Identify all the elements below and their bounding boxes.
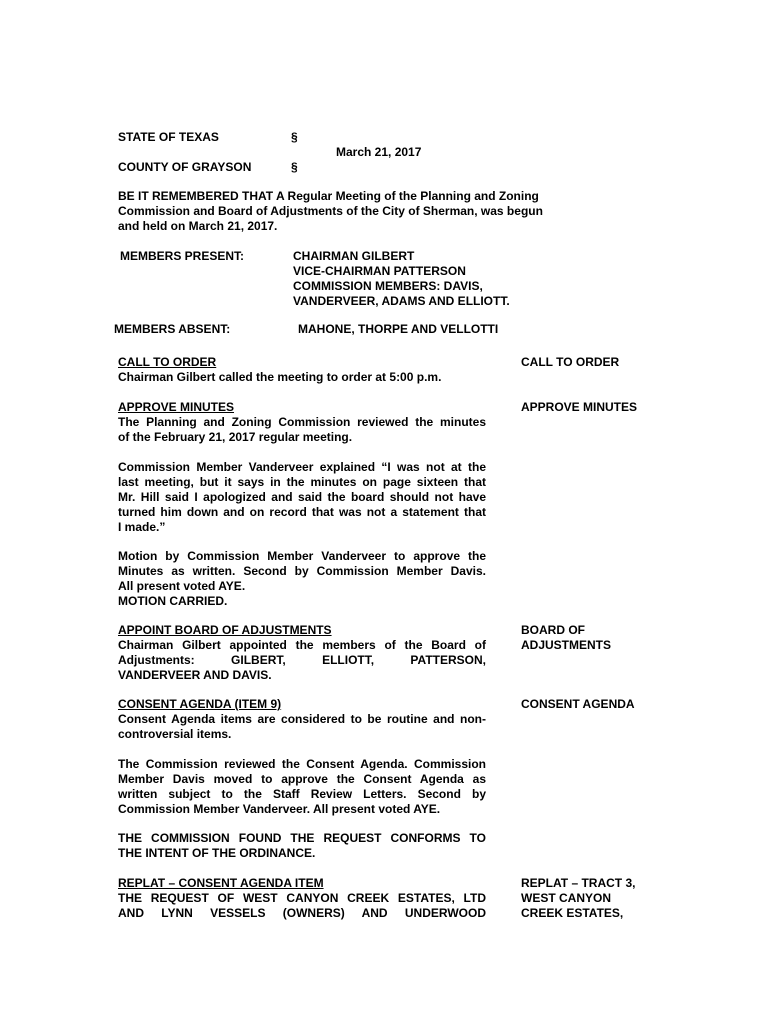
text-line: controversial items. [118, 727, 232, 741]
consent-agenda-heading: CONSENT AGENDA (ITEM 9) [118, 697, 282, 711]
text-line: Member Davis moved to approve the Consent Agenda as [118, 772, 486, 786]
text-line: and held on March 21, 2017. [118, 219, 278, 233]
section-mark: § [291, 160, 298, 174]
call-to-order-text: Chairman Gilbert called the meeting to order at 5:00 p.m. [118, 370, 442, 384]
text-line: written subject to the Staff Review Letters. Second by [118, 787, 486, 801]
text-line: COMMISSION MEMBERS: DAVIS, [293, 279, 483, 293]
text-line: THE INTENT OF THE ORDINANCE. [118, 846, 316, 860]
consent-agenda-note [118, 712, 486, 742]
members-present-label: MEMBERS PRESENT: [120, 249, 245, 263]
consent-agenda-side-heading: CONSENT AGENDA [521, 697, 635, 711]
consent-agenda-finding [118, 831, 486, 861]
board-of-adjustments-side-heading [521, 623, 661, 653]
members-present-list [293, 249, 510, 309]
county-label: COUNTY OF GRAYSON [118, 160, 252, 174]
text-line: CREEK ESTATES, [521, 906, 624, 920]
text-line: THE COMMISSION FOUND THE REQUEST CONFORMS TO [118, 831, 486, 845]
replat-paragraph [118, 891, 486, 921]
text-line: MOTION CARRIED. [118, 594, 228, 608]
call-to-order-heading: CALL TO ORDER [118, 355, 217, 369]
text-line: of the February 21, 2017 regular meeting. [118, 430, 353, 444]
text-line: The Commission reviewed the Consent Agenda. Commission [118, 757, 486, 771]
meeting-date: March 21, 2017 [336, 145, 422, 159]
text-line: Commission Member Vanderveer explained “I was not at the [118, 460, 486, 474]
text-line: All present voted AYE. [118, 579, 246, 593]
text-line: VICE-CHAIRMAN PATTERSON [293, 264, 466, 278]
approve-minutes-side-heading: APPROVE MINUTES [521, 400, 638, 414]
text-line: Mr. Hill said I apologized and said the board should not have [118, 490, 486, 504]
text-line: VANDERVEER, ADAMS AND ELLIOTT. [293, 294, 510, 308]
text-line: AND LYNN VESSELS (OWNERS) AND UNDERWOOD [118, 906, 486, 920]
call-to-order-side-heading: CALL TO ORDER [521, 355, 620, 369]
approve-minutes-heading: APPROVE MINUTES [118, 400, 235, 414]
text-line: VANDERVEER AND DAVIS. [118, 668, 272, 682]
text-line: REPLAT – TRACT 3, [521, 876, 636, 890]
text-line: The Planning and Zoning Commission reviewed the minutes [118, 415, 486, 429]
board-appointment-paragraph [118, 638, 486, 683]
text-line: Minutes as written. Second by Commission Member Davis. [118, 564, 486, 578]
text-line: Commission and Board of Adjustments of the City of Sherman, was begun [118, 204, 543, 218]
text-line: BOARD OF [521, 623, 585, 637]
text-line: Motion by Commission Member Vanderveer to approve the [118, 549, 486, 563]
members-absent-value: MAHONE, THORPE AND VELLOTTI [298, 322, 499, 336]
text-line: Commission Member Vanderveer. All present voted AYE. [118, 802, 441, 816]
minutes-motion [118, 549, 486, 609]
members-absent-label: MEMBERS ABSENT: [114, 322, 231, 336]
text-line: I made.” [118, 520, 166, 534]
text-line: turned him down and on record that was not a statement that [118, 505, 486, 519]
text-line: Chairman Gilbert appointed the members of the Board of [118, 638, 486, 652]
text-line: CHAIRMAN GILBERT [293, 249, 415, 263]
vanderveer-statement [118, 460, 486, 535]
consent-agenda-motion [118, 757, 486, 817]
board-of-adjustments-heading: APPOINT BOARD OF ADJUSTMENTS [118, 623, 332, 637]
text-line: last meeting, but it says in the minutes on page sixteen that [118, 475, 486, 489]
text-line: Consent Agenda items are considered to be routine and non- [118, 712, 486, 726]
text-line: ADJUSTMENTS [521, 638, 612, 652]
text-line: THE REQUEST OF WEST CANYON CREEK ESTATES, LTD [118, 891, 486, 905]
minutes-paragraph [118, 415, 486, 445]
replat-heading: REPLAT – CONSENT AGENDA ITEM [118, 876, 324, 890]
state-label: STATE OF TEXAS [118, 130, 219, 144]
replat-side-heading [521, 876, 661, 921]
intro-paragraph [118, 189, 543, 234]
text-line: BE IT REMEMBERED THAT A Regular Meeting of the Planning and Zoning [118, 189, 539, 203]
section-mark: § [291, 130, 298, 144]
text-line: Adjustments: GILBERT, ELLIOTT, PATTERSON, [118, 653, 486, 667]
text-line: WEST CANYON [521, 891, 611, 905]
